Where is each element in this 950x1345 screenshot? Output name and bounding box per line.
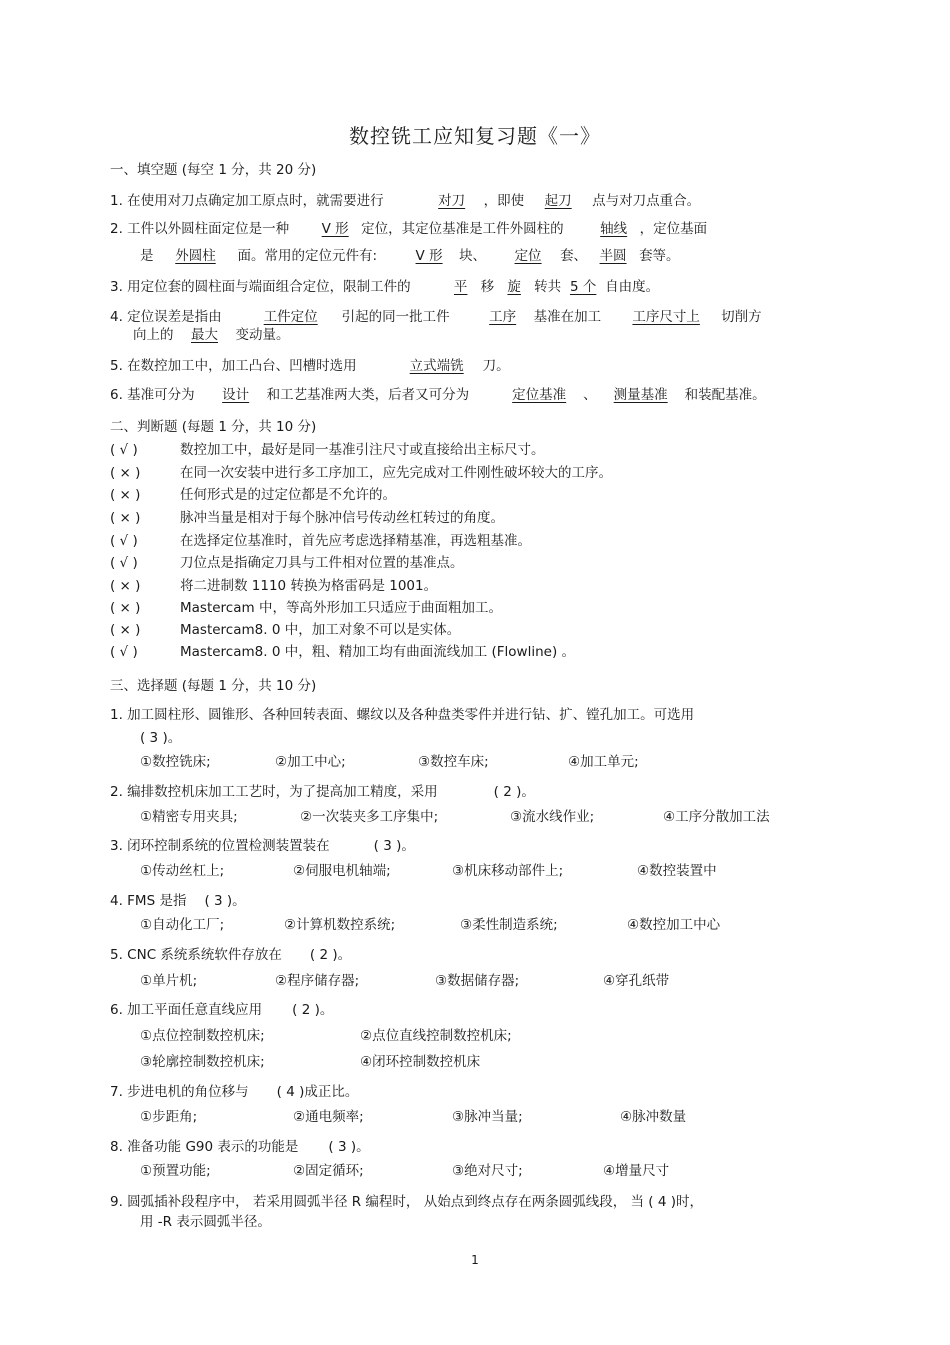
choice-option: ③轮廓控制数控机床; [140,1054,265,1070]
choice-question-7 [110,1083,358,1101]
choice-answer: ( 2 )。 [292,1002,334,1018]
q-text: 套、 [560,248,588,264]
q-stem: 8. 准备功能 G90 表示的功能是 [110,1139,299,1155]
answer-blank: 工件定位 [263,309,318,325]
choice-option: ①自动化工厂; [140,917,225,933]
choice-question-3 [110,837,415,855]
q-text: 3. 用定位套的圆柱面与端面组合定位，限制工件的 [110,279,411,295]
fill-question-2 [110,220,707,238]
q-text: 引起的同一批工件 [341,309,450,325]
choice-question-6 [110,1001,333,1019]
choice-option: ②程序储存器; [275,973,360,989]
answer-blank: 最大 [191,327,218,343]
q-text: 定位，其定位基准是工件外圆柱的 [361,221,564,237]
choice-option: ④穿孔纸带 [603,973,670,989]
answer-blank: 外圆柱 [175,248,216,264]
fill-question-2-cont [140,247,680,265]
choice-option: ②伺服电机轴端; [293,863,391,879]
q-stem: 3. 闭环控制系统的位置检测装置装在 [110,838,330,854]
judge-item [110,509,504,527]
q-text: ，即使 [483,193,525,209]
choice-question-9-cont: 用 -R 表示圆弧半径。 [140,1214,271,1230]
judge-text: 刀位点是指确定刀具与工件相对位置的基准点。 [180,555,464,571]
judge-mark: ( × ) [110,578,141,594]
answer-blank: 平 [453,279,468,295]
answer-blank: 测量基准 [613,387,668,403]
choice-option: ③机床移动部件上; [452,863,564,879]
choice-option: ②通电频率; [293,1109,364,1125]
judge-item [110,486,396,504]
fill-question-4-cont [133,326,290,344]
choice-question-8 [110,1138,370,1156]
q-text: 块、 [459,248,487,264]
choice-question-9: 9. 圆弧插补段程序中， 若采用圆弧半径 R 编程时， 从始点到终点存在两条圆弧线段， 当 ( 4 )时， [110,1194,704,1210]
judge-mark: ( × ) [110,600,141,616]
choice-question-2 [110,783,535,801]
judge-text: 在选择定位基准时，首先应考虑选择精基准，再选粗基准。 [180,533,531,549]
answer-blank: 旋 [507,279,521,295]
choice-option: ②固定循环; [293,1163,364,1179]
judge-text: Mastercam8. 0 中，粗、精加工均有曲面流线加工 (Flowline) 。 [180,644,575,660]
choice-option: ①数控铣床; [140,754,211,770]
q-text: 、 [583,387,597,403]
judge-item [110,441,545,459]
judge-mark: ( × ) [110,487,141,503]
judge-text: 将二进制数 1110 转换为格雷码是 1001。 [180,578,438,594]
answer-blank: 对刀 [438,193,466,209]
judge-mark: ( × ) [110,465,141,481]
judge-text: Mastercam 中，等高外形加工只适应于曲面粗加工。 [180,600,502,616]
choice-question-1: 1. 加工圆柱形、圆锥形、各种回转表面、螺纹以及各种盘类零件并进行钻、扩、镗孔加工。可选用 [110,707,695,723]
judge-text: Mastercam8. 0 中，加工对象不可以是实体。 [180,622,461,638]
fill-question-1 [110,192,700,210]
fill-question-4 [110,308,762,326]
answer-blank: 定位基准 [512,387,567,403]
choice-option: ③脉冲当量; [452,1109,523,1125]
answer-blank: V 形 [415,248,443,264]
q-text: 套等。 [639,248,680,264]
judge-mark: ( √ ) [110,555,138,571]
answer-blank: 工序尺寸上 [632,309,700,325]
q-stem: 4. FMS 是指 [110,893,187,909]
choice-option: ①精密专用夹具; [140,809,238,825]
answer-blank: 工序 [489,309,517,325]
choice-answer: ( 2 )。 [493,784,535,800]
choice-answer: ( 3 )。 [328,1139,370,1155]
choice-option: ③绝对尺寸; [452,1163,523,1179]
choice-question-5 [110,946,351,964]
choice-option: ①单片机; [140,973,198,989]
judge-item [110,464,612,482]
answer-blank: 设计 [222,387,250,403]
answer-blank: 5 个 [569,279,597,295]
judge-text: 任何形式是的过定位都是不允许的。 [180,487,396,503]
answer-blank: 起刀 [544,193,572,209]
choice-option: ④脉冲数量 [620,1109,687,1125]
choice-answer: ( 3 )。 [373,838,415,854]
choice-option: ④工序分散加工法 [663,809,770,825]
choice-option: ④数控装置中 [637,863,717,879]
judge-mark: ( × ) [110,510,141,526]
choice-option: ②点位直线控制数控机床; [360,1028,512,1044]
q-text: 2. 工件以外圆柱面定位是一种 [110,221,290,237]
q-text: ，定位基面 [639,221,708,237]
choice-question-4 [110,892,246,910]
choice-answer: ( 4 )成正比。 [276,1084,359,1100]
q-text: 6. 基准可分为 [110,387,195,403]
q-text: 面。常用的定位元件有: [237,248,378,264]
judge-item [110,554,464,572]
q-text: 和工艺基准两大类，后者又可分为 [266,387,470,403]
page-number: 1 [471,1253,479,1267]
q-stem: 5. CNC 系统系统软件存放在 [110,947,282,963]
choice-option: ③数控车床; [418,754,489,770]
choice-option: ④增量尺寸 [603,1163,670,1179]
choice-option: ①步距角; [140,1109,198,1125]
q-text: 和装配基准。 [684,387,766,403]
choice-option: ③柔性制造系统; [460,917,558,933]
q-text: 变动量。 [235,327,290,343]
judge-item [110,532,531,550]
section-3-heading: 三、选择题 (每题 1 分，共 10 分) [110,678,317,694]
fill-question-6 [110,386,766,404]
answer-blank: V 形 [321,221,349,237]
judge-text: 数控加工中，最好是同一基准引注尺寸或直接给出主标尺寸。 [180,442,545,458]
judge-mark: ( √ ) [110,644,138,660]
choice-option: ④数控加工中心 [627,917,721,933]
judge-mark: ( × ) [110,622,141,638]
choice-option: ②计算机数控系统; [284,917,396,933]
answer-blank: 立式端铣 [409,358,464,374]
q-stem: 7. 步进电机的角位移与 [110,1084,249,1100]
answer-blank: 半圆 [599,248,627,264]
section-1-heading: 一、填空题 (每空 1 分，共 20 分) [110,162,317,178]
choice-option: ④闭环控制数控机床 [360,1054,481,1070]
q-text: 自由度。 [605,279,660,295]
choice-option: ②一次装夹多工序集中; [300,809,439,825]
q-stem: 2. 编排数控机床加工工艺时，为了提高加工精度，采用 [110,784,438,800]
judge-item [110,643,575,661]
q-text: 基准在加工 [533,309,602,325]
choice-answer: ( 2 )。 [309,947,352,963]
choice-option: ①预置功能; [140,1163,211,1179]
q-text: 点与对刀点重合。 [592,193,701,209]
choice-option: ②加工中心; [275,754,346,770]
q-text: 向上的 [133,327,174,343]
judge-text: 脉冲当量是相对于每个脉冲信号传动丝杠转过的角度。 [180,510,504,526]
choice-option: ③流水线作业; [510,809,595,825]
q-text: 移 [480,279,495,295]
fill-question-5 [110,357,510,375]
choice-option: ③数据储存器; [435,973,520,989]
q-text: 是 [140,248,154,264]
judge-text: 在同一次安装中进行多工序加工，应先完成对工件刚性破坏较大的工序。 [180,465,612,481]
choice-option: ①传动丝杠上; [140,863,225,879]
judge-item [110,599,502,617]
judge-mark: ( √ ) [110,533,138,549]
choice-answer: ( 3 )。 [140,730,182,746]
choice-option: ④加工单元; [568,754,639,770]
section-2-heading: 二、判断题 (每题 1 分，共 10 分) [110,419,317,435]
q-text: 刀。 [482,358,510,374]
choice-option: ①点位控制数控机床; [140,1028,265,1044]
fill-question-3 [110,278,659,296]
judge-item [110,577,437,595]
answer-blank: 轴线 [600,221,628,237]
q-text: 4. 定位误差是指由 [110,309,222,325]
q-stem: 6. 加工平面任意直线应用 [110,1002,263,1018]
page-title: 数控铣工应知复习题《一》 [349,124,601,148]
q-text: 5. 在数控加工中，加工凸台、凹槽时选用 [110,358,357,374]
judge-item [110,621,460,639]
choice-answer: ( 3 )。 [204,893,246,909]
answer-blank: 定位 [514,248,542,264]
judge-mark: ( √ ) [110,442,138,458]
q-text: 1. 在使用对刀点确定加工原点时，就需要进行 [110,193,384,209]
q-text: 转共 [534,279,562,295]
q-text: 切削方 [721,309,762,325]
